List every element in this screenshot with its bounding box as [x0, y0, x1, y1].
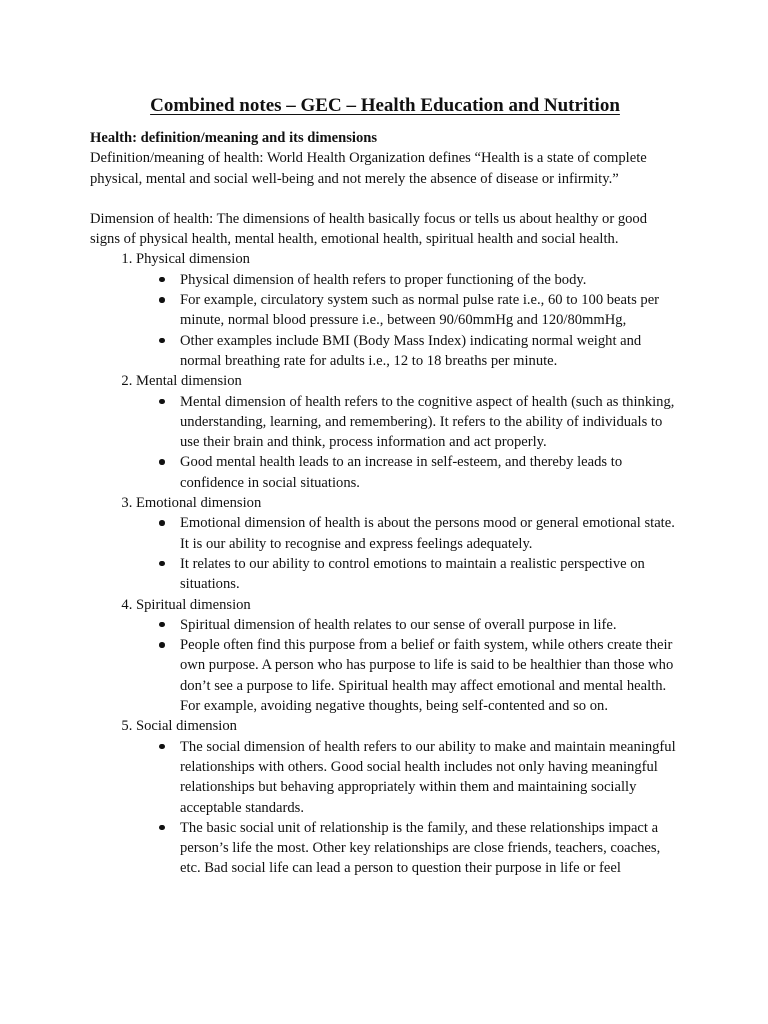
dimension-points [136, 737, 680, 879]
dimension-points [136, 392, 680, 493]
paragraph-gap [90, 189, 680, 209]
bullet-point: Spiritual dimension of health relates to our sense of overall purpose in life. [180, 615, 680, 635]
document-title: Combined notes – GEC – Health Education and Nutrition [150, 95, 620, 116]
dimension-name: Physical dimension [136, 251, 250, 268]
bullet-point: Mental dimension of health refers to the cognitive aspect of health (such as thinking, understanding, learning, and remembering). It refers to the ability of individuals to use their brain and think, process information and act properly. [180, 392, 680, 453]
bullet-point: People often find this purpose from a belief or faith system, while others create their own purpose. A person who has purpose to life is said to be healthier than those who don’t see a purpose to life. Spiritual health may affect emotional and mental health. For example, avoiding negative thoughts, being self-contented and so on. [180, 635, 680, 716]
dimension-points [136, 615, 680, 716]
dimension-name: Spiritual dimension [136, 596, 251, 613]
dimension-item-social [136, 716, 680, 878]
dimension-name: Social dimension [136, 718, 237, 735]
bullet-point: Good mental health leads to an increase in self-esteem, and thereby leads to confidence in social situations. [180, 452, 680, 493]
dimension-name: Mental dimension [136, 373, 242, 390]
dimension-points [136, 513, 680, 594]
dimension-item-mental [136, 371, 680, 493]
bullet-point: The basic social unit of relationship is the family, and these relationships impact a person’s life the most. Other key relationships are close friends, teachers, coaches, etc. Bad social life can lead a person to question their purpose in life or feel [180, 818, 680, 879]
dimension-name: Emotional dimension [136, 495, 262, 512]
bullet-point: Other examples include BMI (Body Mass Index) indicating normal weight and normal breathing rate for adults i.e., 12 to 18 breaths per minute. [180, 331, 680, 372]
bullet-point: For example, circulatory system such as normal pulse rate i.e., 60 to 100 beats per minute, normal blood pressure i.e., between 90/60mmHg and 120/80mmHg, [180, 290, 680, 331]
dimension-item-emotional [136, 493, 680, 594]
bullet-point: Physical dimension of health refers to proper functioning of the body. [180, 270, 680, 290]
dimension-list [90, 249, 680, 878]
bullet-point: It relates to our ability to control emotions to maintain a realistic perspective on situations. [180, 554, 680, 595]
bullet-point: The social dimension of health refers to our ability to make and maintain meaningful relationships with others. Good social health includes not only having meaningful relationships but behaving appropriately within them and maintaining socially acceptable standards. [180, 737, 680, 818]
section-heading: Health: definition/meaning and its dimensions [90, 130, 378, 146]
dimension-item-physical [136, 249, 680, 371]
dimension-points [136, 270, 680, 371]
bullet-point: Emotional dimension of health is about the persons mood or general emotional state. It is our ability to recognise and express feelings adequately. [180, 513, 680, 554]
dimension-item-spiritual [136, 595, 680, 717]
health-definition: Definition/meaning of health: World Health Organization defines “Health is a state of complete physical, mental and social well-being and not merely the absence of disease or infirmity.” [90, 150, 647, 187]
dimension-intro: Dimension of health: The dimensions of health basically focus or tells us about healthy or good signs of physical health, mental health, emotional health, spiritual health and social health. [90, 210, 648, 248]
